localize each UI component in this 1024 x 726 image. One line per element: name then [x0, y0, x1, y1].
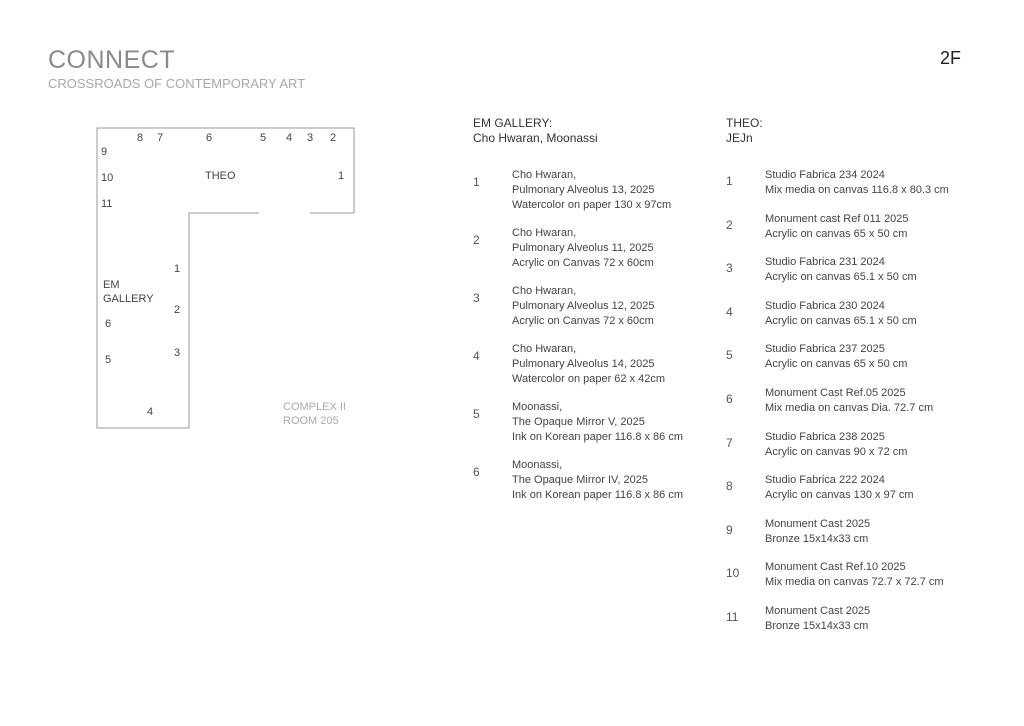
artwork-line: Moonassi, — [512, 401, 563, 413]
artwork-number: 1 — [473, 175, 480, 189]
theo-artists: JEJn — [726, 131, 753, 145]
plan-number-theo-6: 6 — [206, 132, 213, 144]
artwork-line: Monument Cast Ref.10 2025 — [765, 561, 906, 574]
floor-plan-outline — [0, 0, 400, 460]
artwork-line: Acrylic on canvas 65.1 x 50 cm — [765, 314, 917, 327]
artwork-details — [765, 299, 917, 329]
em-gallery-section — [473, 116, 684, 501]
artwork-line: Cho Hwaran, — [512, 343, 577, 355]
artwork-line: Monument cast Ref 011 2025 — [765, 212, 909, 225]
artwork-number: 9 — [726, 522, 733, 537]
artwork-number: 2 — [726, 217, 733, 232]
plan-number-theo-1: 1 — [338, 170, 345, 182]
artwork-line: Studio Fabrica 238 2025 — [765, 430, 885, 443]
artwork-line: Cho Hwaran, — [512, 169, 577, 181]
artwork-line: Ink on Korean paper 116.8 x 86 cm — [512, 431, 684, 443]
artwork-number: 5 — [473, 407, 480, 421]
artwork-line: Acrylic on Canvas 72 x 60cm — [512, 315, 654, 327]
artwork-details — [512, 168, 671, 213]
artwork-details — [512, 226, 654, 271]
artwork-number: 8 — [726, 479, 733, 494]
artwork-number: 6 — [473, 465, 480, 479]
artwork-line: Cho Hwaran, — [512, 227, 577, 239]
plan-number-theo-10: 10 — [101, 172, 114, 184]
artwork-details — [512, 342, 665, 387]
artwork-line: Pulmonary Alveolus 13, 2025 — [512, 184, 655, 196]
artwork-number: 6 — [726, 392, 733, 406]
artwork-line: Studio Fabrica 230 2024 — [765, 299, 885, 312]
artwork-number: 4 — [473, 349, 480, 363]
artwork-line: Mix media on canvas Dia. 72.7 cm — [765, 402, 934, 414]
em-gallery-artists: Cho Hwaran, Moonassi — [473, 131, 598, 145]
floor-label: 2F — [940, 48, 962, 68]
artwork-line: Monument Cast 2025 — [765, 605, 871, 617]
artwork-line: Acrylic on canvas 65.1 x 50 cm — [765, 271, 917, 284]
plan-number-theo-7: 7 — [157, 132, 164, 144]
page-title: CONNECT — [48, 46, 176, 74]
artwork-line: Watercolor on paper 62 x 42cm — [512, 373, 666, 385]
artwork-line: Pulmonary Alveolus 14, 2025 — [512, 358, 655, 370]
artwork-line: Studio Fabrica 231 2024 — [765, 256, 885, 269]
artwork-number: 3 — [726, 261, 733, 276]
artwork-number: 11 — [726, 610, 739, 624]
artwork-line: Monument Cast 2025 — [765, 517, 871, 530]
artwork-line: Acrylic on canvas 65 x 50 cm — [765, 358, 908, 371]
artwork-line: Monument Cast Ref.05 2025 — [765, 387, 906, 399]
artwork-details — [765, 473, 914, 503]
artwork-details — [512, 284, 654, 329]
plan-number-theo-8: 8 — [137, 132, 144, 144]
plan-number-em-2: 2 — [174, 304, 181, 316]
artwork-line: Watercolor on paper 130 x 97cm — [512, 199, 672, 211]
theo-heading: THEO: — [726, 116, 763, 130]
plan-number-em-3: 3 — [174, 347, 181, 359]
artwork-line: Acrylic on canvas 130 x 97 cm — [765, 489, 914, 502]
artwork-line: Studio Fabrica 234 2024 — [765, 169, 885, 181]
artwork-details — [765, 560, 944, 590]
artwork-number: 3 — [473, 291, 480, 305]
plan-label-room: ROOM 205 — [283, 415, 339, 427]
artwork-line: The Opaque Mirror IV, 2025 — [512, 474, 648, 486]
plan-number-em-6: 6 — [105, 318, 112, 330]
plan-number-theo-3: 3 — [307, 132, 314, 144]
artwork-details — [765, 168, 949, 198]
plan-label-theo: THEO — [205, 170, 236, 182]
artwork-details — [512, 400, 683, 445]
artwork-line: Cho Hwaran, — [512, 285, 577, 297]
artwork-line: Mix media on canvas 116.8 x 80.3 cm — [765, 184, 949, 196]
plan-number-theo-9: 9 — [101, 146, 108, 158]
artwork-line: Pulmonary Alveolus 11, 2025 — [512, 242, 654, 254]
plan-number-em-5: 5 — [105, 354, 112, 366]
artwork-number: 10 — [726, 566, 740, 581]
plan-label-complex: COMPLEX II — [283, 401, 346, 413]
plan-number-theo-2: 2 — [330, 132, 337, 144]
artwork-line: Pulmonary Alveolus 12, 2025 — [512, 300, 655, 312]
artwork-details — [765, 342, 907, 372]
plan-label-em-line2: GALLERY — [103, 293, 154, 305]
artwork-number: 7 — [726, 435, 733, 450]
artwork-line: Acrylic on Canvas 72 x 60cm — [512, 257, 654, 269]
artwork-number: 5 — [726, 348, 733, 363]
theo-section — [726, 116, 949, 632]
artwork-line: Bronze 15x14x33 cm — [765, 532, 869, 545]
artwork-line: Mix media on canvas 72.7 x 72.7 cm — [765, 576, 944, 589]
artwork-line: The Opaque Mirror V, 2025 — [512, 416, 645, 428]
artwork-line: Studio Fabrica 237 2025 — [765, 343, 885, 356]
artwork-line: Moonassi, — [512, 459, 563, 471]
artwork-number: 2 — [473, 233, 480, 247]
artwork-details — [765, 430, 907, 460]
plan-number-em-1: 1 — [174, 263, 181, 275]
artwork-number: 4 — [726, 304, 733, 319]
artwork-line: Ink on Korean paper 116.8 x 86 cm — [512, 489, 684, 501]
plan-number-theo-11: 11 — [101, 198, 113, 210]
artwork-details — [765, 517, 870, 547]
floor-plan — [0, 0, 400, 460]
artwork-details — [512, 458, 683, 503]
artwork-details — [765, 604, 870, 634]
plan-number-em-4: 4 — [147, 406, 154, 418]
artwork-line: Acrylic on canvas 65 x 50 cm — [765, 227, 908, 240]
artwork-line: Bronze 15x14x33 cm — [765, 620, 869, 632]
artwork-line: Studio Fabrica 222 2024 — [765, 474, 885, 487]
artwork-details — [765, 386, 933, 416]
artwork-number: 1 — [726, 174, 733, 188]
plan-label-em-line1: EM — [103, 279, 120, 291]
plan-number-theo-4: 4 — [286, 132, 293, 144]
artwork-details — [765, 212, 909, 242]
artwork-line: Acrylic on canvas 90 x 72 cm — [765, 445, 908, 458]
plan-number-theo-5: 5 — [260, 132, 267, 144]
page-subtitle: CROSSROADS OF CONTEMPORARY ART — [48, 76, 306, 91]
em-gallery-heading: EM GALLERY: — [473, 116, 553, 130]
artwork-details — [765, 255, 917, 285]
